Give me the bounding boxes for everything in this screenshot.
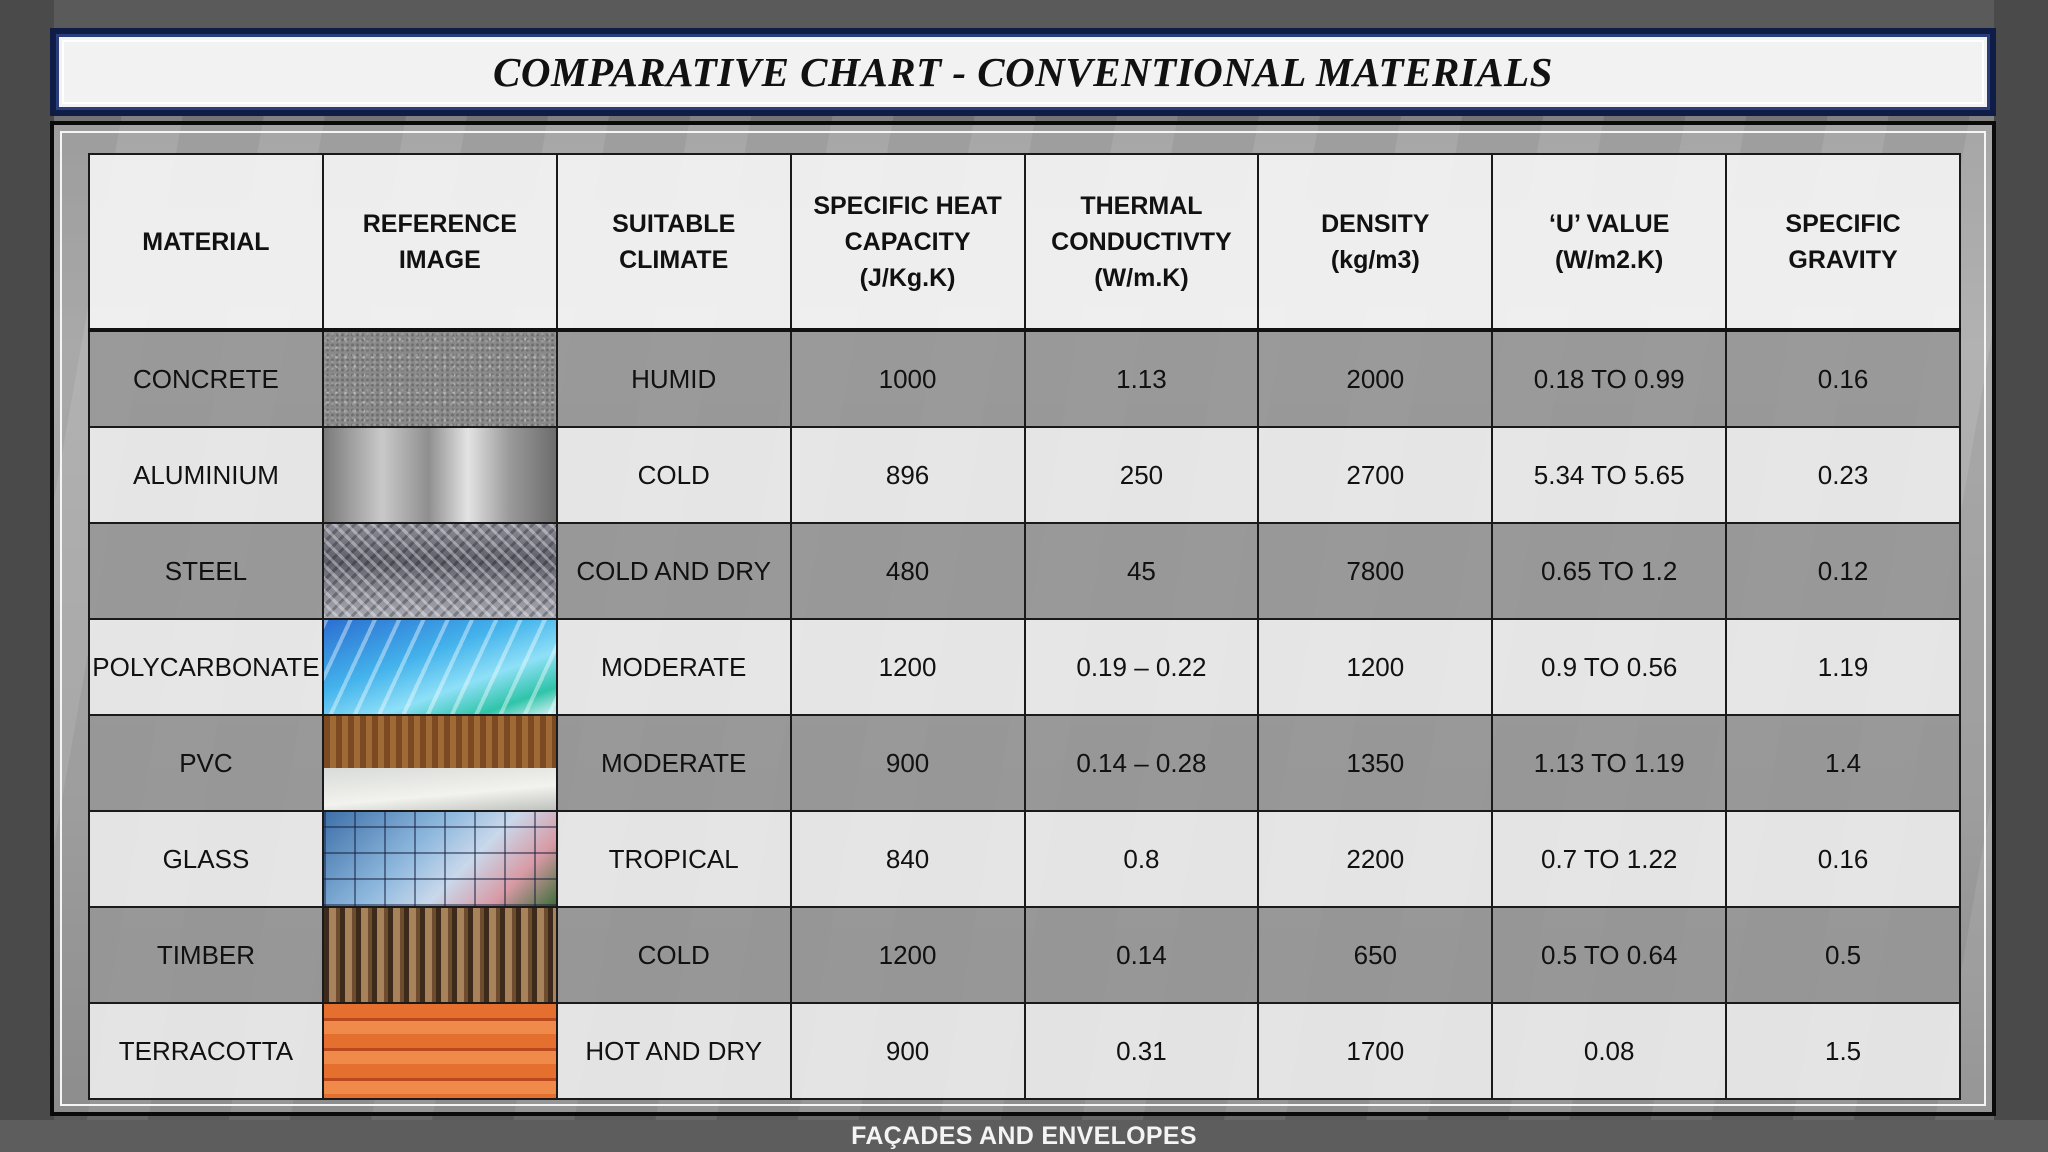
cell-material: TERRACOTTA (89, 1003, 323, 1099)
header-material (89, 154, 323, 330)
cell-u-value: 0.18 TO 0.99 (1492, 330, 1726, 427)
header-line: (W/m.K) (1094, 263, 1189, 292)
cell-thermal-conductivity: 0.14 (1025, 907, 1259, 1003)
cell-u-value: 0.65 TO 1.2 (1492, 523, 1726, 619)
cell-specific-gravity: 1.19 (1726, 619, 1960, 715)
header-specific-gravity (1726, 154, 1960, 330)
header-line: CAPACITY (844, 227, 971, 256)
cell-u-value: 1.13 TO 1.19 (1492, 715, 1726, 811)
cell-density: 650 (1258, 907, 1492, 1003)
cell-suitable-climate: COLD AND DRY (557, 523, 791, 619)
header-line: (W/m2.K) (1555, 245, 1664, 274)
header-u-value (1492, 154, 1726, 330)
cell-reference-image (323, 619, 557, 715)
cell-specific-gravity: 1.4 (1726, 715, 1960, 811)
cell-density: 1700 (1258, 1003, 1492, 1099)
concrete-texture-image (324, 332, 556, 426)
cell-suitable-climate: TROPICAL (557, 811, 791, 907)
cell-specific-heat-capacity: 1000 (791, 330, 1025, 427)
header-line: GRAVITY (1788, 245, 1898, 274)
table-row (89, 715, 1960, 811)
cell-specific-heat-capacity: 896 (791, 427, 1025, 523)
timber-texture-image (324, 908, 556, 1002)
header-line: DENSITY (1321, 209, 1430, 238)
footer-title: FAÇADES AND ENVELOPES (851, 1121, 1197, 1150)
table-row (89, 330, 1960, 427)
cell-specific-gravity: 0.16 (1726, 811, 1960, 907)
background-top-strip (0, 0, 2048, 28)
cell-specific-gravity: 0.5 (1726, 907, 1960, 1003)
header-line: (kg/m3) (1330, 245, 1420, 274)
table-row (89, 811, 1960, 907)
polycarbonate-texture-image (324, 620, 556, 714)
cell-material: STEEL (89, 523, 323, 619)
cell-reference-image (323, 330, 557, 427)
header-reference-image (323, 154, 557, 330)
materials-comparison-table (88, 153, 1961, 1100)
cell-material: CONCRETE (89, 330, 323, 427)
title-banner-inner (56, 34, 1990, 110)
cell-suitable-climate: COLD (557, 427, 791, 523)
header-line: MATERIAL (142, 227, 270, 256)
pvc-texture-image (324, 716, 556, 810)
header-line: THERMAL (1080, 191, 1203, 220)
cell-material: ALUMINIUM (89, 427, 323, 523)
table-body (89, 330, 1960, 1099)
header-density (1258, 154, 1492, 330)
cell-u-value: 5.34 TO 5.65 (1492, 427, 1726, 523)
header-line: CLIMATE (619, 245, 729, 274)
glass-texture-image (324, 812, 556, 906)
cell-density: 1200 (1258, 619, 1492, 715)
cell-thermal-conductivity: 0.31 (1025, 1003, 1259, 1099)
right-edge-bar (1994, 0, 2048, 1152)
header-specific-heat-capacity (791, 154, 1025, 330)
cell-suitable-climate: COLD (557, 907, 791, 1003)
cell-thermal-conductivity: 45 (1025, 523, 1259, 619)
cell-reference-image (323, 715, 557, 811)
cell-reference-image (323, 811, 557, 907)
table-row (89, 619, 1960, 715)
header-line: CONDUCTIVTY (1051, 227, 1232, 256)
cell-suitable-climate: MODERATE (557, 619, 791, 715)
table-header-row (89, 154, 1960, 330)
header-suitable-climate (557, 154, 791, 330)
cell-specific-heat-capacity: 840 (791, 811, 1025, 907)
cell-specific-heat-capacity: 480 (791, 523, 1025, 619)
cell-reference-image (323, 427, 557, 523)
footer-bar (0, 1120, 2048, 1152)
cell-u-value: 0.08 (1492, 1003, 1726, 1099)
table-row (89, 907, 1960, 1003)
cell-reference-image (323, 907, 557, 1003)
header-line: ‘U’ VALUE (1548, 209, 1670, 238)
header-line: IMAGE (398, 245, 481, 274)
table-row (89, 523, 1960, 619)
cell-density: 1350 (1258, 715, 1492, 811)
cell-density: 7800 (1258, 523, 1492, 619)
cell-material: TIMBER (89, 907, 323, 1003)
header-line: SPECIFIC HEAT (813, 191, 1002, 220)
cell-thermal-conductivity: 1.13 (1025, 330, 1259, 427)
cell-suitable-climate: HUMID (557, 330, 791, 427)
cell-density: 2700 (1258, 427, 1492, 523)
title-banner (50, 28, 1996, 116)
table-row (89, 1003, 1960, 1099)
cell-material: GLASS (89, 811, 323, 907)
cell-specific-gravity: 0.12 (1726, 523, 1960, 619)
cell-reference-image (323, 523, 557, 619)
cell-specific-gravity: 0.23 (1726, 427, 1960, 523)
cell-thermal-conductivity: 0.19 – 0.22 (1025, 619, 1259, 715)
cell-specific-heat-capacity: 1200 (791, 907, 1025, 1003)
cell-u-value: 0.5 TO 0.64 (1492, 907, 1726, 1003)
cell-specific-heat-capacity: 1200 (791, 619, 1025, 715)
cell-reference-image (323, 1003, 557, 1099)
cell-material: POLYCARBONATE (89, 619, 323, 715)
header-line: (J/Kg.K) (859, 263, 956, 292)
left-edge-bar (0, 0, 54, 1152)
cell-thermal-conductivity: 0.8 (1025, 811, 1259, 907)
header-line: SUITABLE (612, 209, 736, 238)
table-row (89, 427, 1960, 523)
page-title: COMPARATIVE CHART - CONVENTIONAL MATERIALS (493, 49, 1553, 95)
cell-specific-gravity: 1.5 (1726, 1003, 1960, 1099)
cell-suitable-climate: HOT AND DRY (557, 1003, 791, 1099)
header-line: REFERENCE (362, 209, 517, 238)
cell-specific-gravity: 0.16 (1726, 330, 1960, 427)
steel-texture-image (324, 524, 556, 618)
cell-thermal-conductivity: 250 (1025, 427, 1259, 523)
cell-specific-heat-capacity: 900 (791, 1003, 1025, 1099)
terracotta-texture-image (324, 1004, 556, 1098)
cell-thermal-conductivity: 0.14 – 0.28 (1025, 715, 1259, 811)
cell-density: 2000 (1258, 330, 1492, 427)
header-line: SPECIFIC (1785, 209, 1901, 238)
cell-suitable-climate: MODERATE (557, 715, 791, 811)
cell-density: 2200 (1258, 811, 1492, 907)
cell-u-value: 0.9 TO 0.56 (1492, 619, 1726, 715)
aluminium-texture-image (324, 428, 556, 522)
cell-specific-heat-capacity: 900 (791, 715, 1025, 811)
cell-u-value: 0.7 TO 1.22 (1492, 811, 1726, 907)
header-thermal-conductivity (1025, 154, 1259, 330)
cell-material: PVC (89, 715, 323, 811)
